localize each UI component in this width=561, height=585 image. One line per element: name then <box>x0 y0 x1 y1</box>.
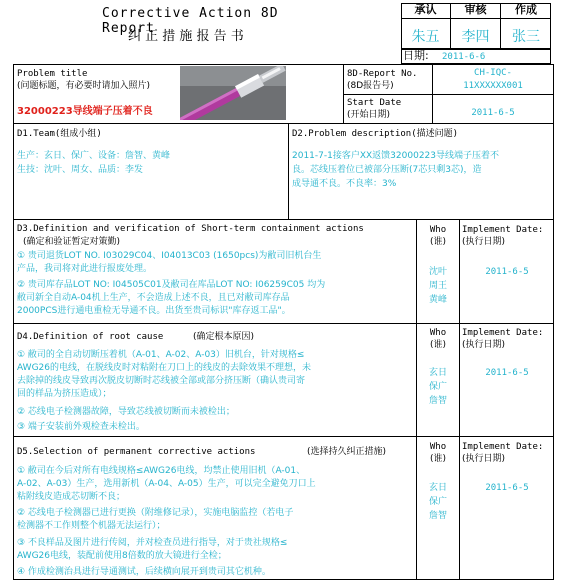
d5-line-6: ③ 不良样品及图片进行传阅，并对检查员进行指导，对于贵社规格≤ <box>17 538 288 548</box>
d4-who-1: 玄日 <box>428 368 447 378</box>
d5-who-1: 玄日 <box>428 483 447 493</box>
d4-who-label: Who <box>429 328 447 338</box>
d3-impl-label: Implement Date: <box>462 225 544 235</box>
d4-who-2: 保广 <box>428 382 447 392</box>
d1-line-1: 生产：玄日、保广、设备：詹智、黄峰 <box>17 151 171 161</box>
d4-line-5: ② 芯线电子检测器故障，导致芯线被切断而未被检出； <box>17 407 235 417</box>
report-no-value-1: CH-IQC- <box>474 68 512 78</box>
d4-impl-label: Implement Date: <box>462 328 544 338</box>
d4-line-1: ① 敝司的全自动切断压着机（A-01、A-02、A-03）旧机台，针对规格≤ <box>17 350 305 360</box>
problem-title-label: Problem title <box>17 69 88 79</box>
d4-who-3: 詹智 <box>428 396 447 406</box>
start-date-value: 2011-6-5 <box>471 108 515 118</box>
date-label: 日期: <box>403 49 429 62</box>
d4-who-label-cn: (谁) <box>429 340 447 350</box>
start-date-label-cn: (开始日期) <box>347 110 391 120</box>
author-name: 张三 <box>512 29 540 45</box>
d3-who-label-cn: (谁) <box>429 237 447 247</box>
d5-who-2: 保广 <box>428 497 447 507</box>
d2-label: D2.Problem description(描述问题) <box>292 129 459 139</box>
reviewer-name: 李四 <box>461 29 490 45</box>
author-label: 作成 <box>515 3 537 16</box>
report-no-label: 8D-Report No. <box>347 69 418 79</box>
d5-line-4: ② 芯线电子检测器已进行更换（附维修记录），实施电脑监控（若电子 <box>17 508 294 518</box>
d3-line-4: 敝司新全自动A-04机上生产，不会造成上述不良，且已对敝司库存品 <box>17 293 290 303</box>
start-date-label: Start Date <box>347 98 402 108</box>
d3-who-1: 沈叶 <box>428 267 447 277</box>
d4-impl-label-cn: (执行日期) <box>462 340 506 350</box>
d5-line-7: AWG26电线，装配前使用8倍数的放大镜进行全检； <box>17 551 227 561</box>
d1-line-2: 生技：沈叶、周女、品质：李发 <box>17 165 144 175</box>
d4-impl-date: 2011-6-5 <box>485 368 529 378</box>
d5-line-2: A-02、A-03）生产，选用新机（A-04、A-05）生产，可以完全避免刀口上 <box>17 479 316 489</box>
d5-who-label-cn: (谁) <box>429 454 447 464</box>
wire-terminal-photo <box>180 66 286 120</box>
report-no-value-2: 11XXXXXX001 <box>463 81 523 91</box>
d3-impl-label-cn: (执行日期) <box>462 237 506 247</box>
report-title-en: Corrective Action 8D Report <box>102 6 279 36</box>
problem-title-label-cn: (问题标题，有必要时请加入照片) <box>17 81 151 91</box>
d3-impl-date: 2011-6-5 <box>485 267 529 277</box>
d4-line-2: AWG26的电线，在脱线皮时对粘附在刀口上的线皮的去除效果不理想，未 <box>17 363 311 373</box>
d5-label-cn: (选择持久纠正措施) <box>307 447 387 457</box>
d4-label: D4.Definition of root cause <box>17 332 164 342</box>
d2-line-3: 成导通不良。不良率：3% <box>292 179 397 189</box>
report-title-cn: 纠 正 措 施 报 告 书 <box>128 29 244 44</box>
d3-line-2: 产品，我司将对此进行报废处理。 <box>17 264 153 274</box>
d5-who-3: 詹智 <box>428 511 447 521</box>
review-label: 审核 <box>464 3 487 16</box>
d5-who-label: Who <box>429 442 447 452</box>
d2-line-2: 良。芯线压着位已被部分压断(7芯只剩3芯)，造 <box>292 165 482 175</box>
d5-impl-label-cn: (执行日期) <box>462 454 506 464</box>
d5-impl-date: 2011-6-5 <box>485 483 529 493</box>
d4-line-6: ③ 端子安装前外观检查未检出。 <box>17 422 145 432</box>
d3-line-3: ② 贵司库存品LOT NO: I04505C01及敝司在库品LOT NO: I06259C05 均为 <box>17 280 326 290</box>
date-value: 2011-6-6 <box>442 52 486 62</box>
d2-line-1: 2011-7-1接客户XX返馈32000223导线端子压着不 <box>292 151 499 161</box>
d3-line-5: 2000PCS进行通电重检无导通不良。出货至贵司标识"库存返工品"。 <box>17 306 291 316</box>
approver-name: 朱五 <box>411 29 440 45</box>
d5-line-5: 检测器不工作则整个机器无法运行）； <box>17 521 166 531</box>
d5-impl-label: Implement Date: <box>462 442 544 452</box>
d5-line-1: ① 敝司在今后对所有电线规格≤AWG26电线，均禁止使用旧机（A-01、 <box>17 466 306 476</box>
d3-who-label: Who <box>429 225 447 235</box>
d3-label-cn: (确定和验证暂定对策勤) <box>23 237 121 247</box>
d4-line-4: 回的样品为挤压造成）； <box>17 389 112 399</box>
approve-label: 承认 <box>414 3 437 16</box>
d3-line-1: ① 贵司退货LOT NO. I03029C04、I04013C03 (1650pcs)为敝司旧机台生 <box>17 251 322 261</box>
d3-label: D3.Definition and verification of Short-term containment actions <box>17 224 364 234</box>
d3-who-3: 黄峰 <box>428 295 447 305</box>
d5-line-3: 粘附线皮造成芯切断不良； <box>17 492 126 502</box>
d1-label: D1.Team(组成小组) <box>17 129 102 139</box>
d4-line-3: 去除掉的线皮导致再次脱皮切断时芯线被全部或部分挤压断（确认贵司寄 <box>17 376 306 386</box>
d3-who-2: 周王 <box>428 281 447 291</box>
d5-label: D5.Selection of permanent corrective actions <box>17 447 256 457</box>
d4-label-cn: (确定根本原因) <box>193 332 255 342</box>
report-no-label-cn: (8D报告号) <box>347 81 394 91</box>
problem-title-value: 32000223导线端子压着不良 <box>17 106 153 117</box>
d5-line-8: ④ 作成检测治具进行导通测试，后续横向展开到贵司其它机种。 <box>17 567 271 577</box>
